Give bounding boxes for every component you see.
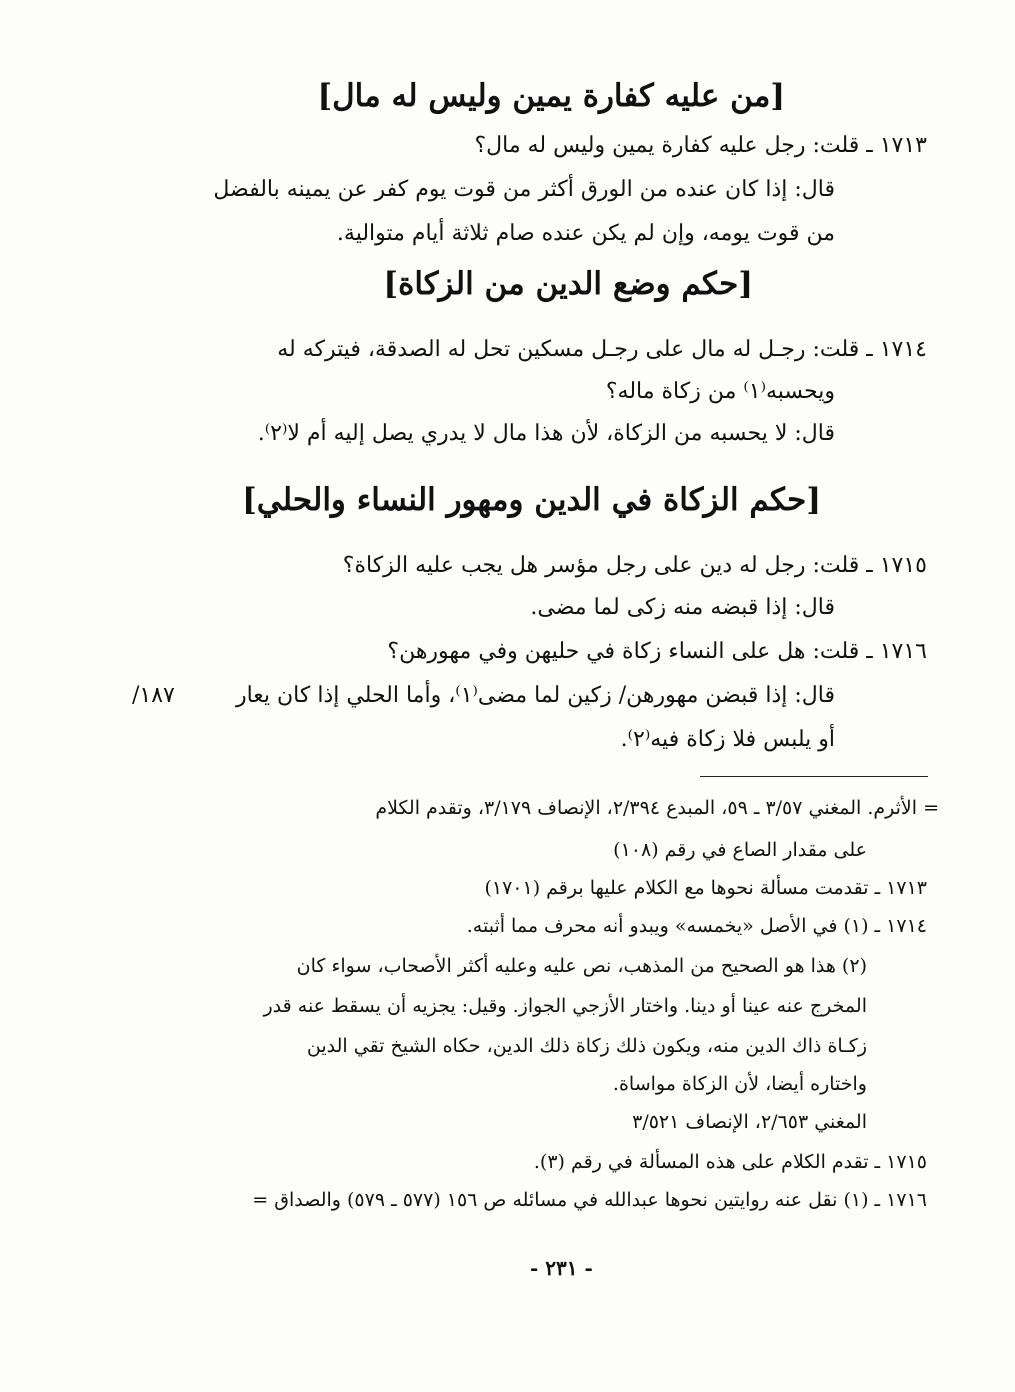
footnote-line-11: ١٧١٦ ـ (١) نقل عنه روايتين نحوها عبدالله في مسائله ص ١٥٦ (٥٧٧ ـ ٥٧٩) والصداق = (252, 1189, 927, 1211)
entry-1714-question-line-1: ١٧١٤ ـ قلت: رجـل له مال على رجـل مسكين تحل له الصدقة، فيتركه له (277, 337, 927, 362)
footnote-line-4: ١٧١٤ ـ (١) في الأصل «يخمسه» ويبدو أنه محرف مما أثبته. (466, 915, 927, 937)
footnote-line-2: على مقدار الصاع في رقم (١٠٨) (613, 839, 867, 861)
entry-1716-answer-line-2: أو يلبس فلا زكاة فيه⁽٢⁾. (620, 727, 835, 752)
margin-page-reference: /١٨٧ (132, 683, 175, 708)
footnote-line-1: = الأثرم. المغني ٣/٥٧ ـ ٥٩، المبدع ٢/٣٩٤، الإنصاف ٣/١٧٩، وتقدم الكلام (375, 797, 939, 819)
section-heading-1: [من عليه كفارة يمين وليس له مال] (317, 78, 785, 114)
footnote-line-9: المغني ٢/٦٥٣، الإنصاف ٣/٥٢١ (632, 1111, 867, 1133)
entry-1714-answer: قال: لا يحسبه من الزكاة، لأن هذا مال لا يدري يصل إليه أم لا⁽٢⁾. (257, 421, 835, 446)
entry-1713-answer-line-2: من قوت يومه، وإن لم يكن عنده صام ثلاثة أيام متوالية. (336, 221, 835, 246)
page-number: - ٢٣١ - (530, 1256, 593, 1280)
entry-1715-question: ١٧١٥ ـ قلت: رجل له دين على رجل مؤسر هل يجب عليه الزكاة؟ (342, 553, 927, 578)
entry-1713-answer-line-1: قال: إذا كان عنده من الورق أكثر من قوت يوم كفر عن يمينه بالفضل (213, 177, 835, 202)
footnote-line-10: ١٧١٥ ـ تقدم الكلام على هذه المسألة في رقم (٣). (533, 1151, 927, 1173)
footnote-line-3: ١٧١٣ ـ تقدمت مسألة نحوها مع الكلام عليها برقم (١٧٠١) (484, 877, 927, 899)
entry-1716-question: ١٧١٦ ـ قلت: هل على النساء زكاة في حليهن وفي مهورهن؟ (387, 639, 927, 664)
section-heading-2: [حكم وضع الدين من الزكاة] (383, 266, 753, 302)
footnote-line-6: المخرج عنه عينا أو دينا. واختار الأزجي الجواز. وقيل: يجزيه أن يسقط عنه قدر (263, 995, 867, 1017)
entry-1715-answer: قال: إذا قبضه منه زكى لما مضى. (530, 595, 835, 620)
entry-1713-question: ١٧١٣ ـ قلت: رجل عليه كفارة يمين وليس له مال؟ (474, 133, 927, 158)
entry-1714-question-line-2: ويحسبه⁽١⁾ من زكاة ماله؟ (605, 379, 835, 404)
footnote-separator (700, 776, 928, 777)
entry-1716-answer-line-1: قال: إذا قبضن مهورهن/ زكين لما مضى⁽١⁾، وأما الحلي إذا كان يعار (235, 683, 835, 708)
section-heading-3: [حكم الزكاة في الدين ومهور النساء والحلي] (242, 482, 821, 518)
footnote-line-5: (٢) هذا هو الصحيح من المذهب، نص عليه وعليه أكثر الأصحاب، سواء كان (296, 955, 867, 977)
footnote-line-7: زكـاة ذاك الدين منه، ويكون ذلك زكاة ذلك الدين، حكاه الشيخ تقي الدين (306, 1035, 867, 1057)
footnote-line-8: واختاره أيضا، لأن الزكاة مواساة. (612, 1073, 867, 1095)
